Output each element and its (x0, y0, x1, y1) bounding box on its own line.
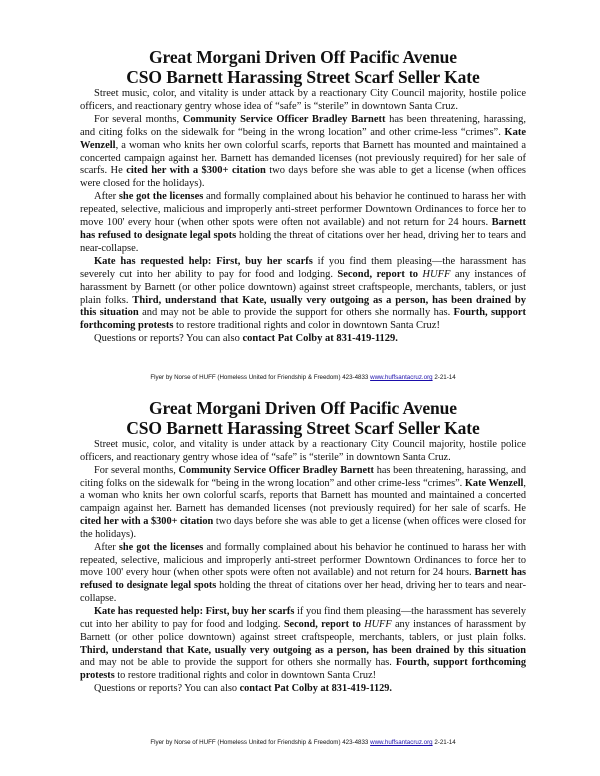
title-line-1: Great Morgani Driven Off Pacific Avenue (149, 398, 457, 418)
text-run: and may not be able to provide the support for others she normally has. (138, 307, 454, 319)
text-run: any instances of harassment by Barnett (or other police downtown) against street craftspeople, merchants, tablers, or just plain folks. (80, 268, 526, 306)
italic-huff: HUFF (422, 268, 451, 280)
flyer-body (80, 88, 526, 346)
flyer-bottom (80, 398, 526, 746)
text-run: to restore traditional rights and color in downtown Santa Cruz! (173, 320, 440, 332)
text-run: After (94, 191, 119, 203)
bold-refused: refused to designate legal spots (80, 580, 217, 592)
text-run: , a woman who knits her own colorful scarfs, reports that Barnett has mounted and maintained a concerted campaign against her. Barnett has demanded licenses (not previously required) for her sale of scarfs. He (80, 477, 526, 515)
text-run: two days before she was able to get a license (when offices were closed for the holidays). (80, 516, 526, 540)
text-run: , a woman who knits her own colorful scarfs, reports that Barnett has mounted and maintained a concerted campaign against her. Barnett has demanded licenses (not previously required) for her sale of scarfs. He (80, 139, 526, 177)
footer-date: 2-21-14 (432, 374, 456, 381)
bold-officer-name: Community Service Officer Bradley Barnett (182, 113, 386, 125)
footer-text: Flyer by Norse of HUFF (Homeless United for Friendship & Freedom) 423-4833 (150, 374, 371, 381)
bold-fourth: Fourth, support forthcoming protests (80, 307, 526, 332)
bold-third: Third, understand that Kate, usually very outgoing as a person, has been drained by this situation (80, 294, 526, 319)
text-run: if you find them pleasing—the harassment has severely cut into her ability to pay for food and lodging. (80, 255, 526, 280)
bold-licenses: she got the licenses (118, 541, 204, 553)
footer-text: Flyer by Norse of HUFF (Homeless United for Friendship & Freedom) 423-4833 (150, 739, 371, 746)
title-line-2: CSO Barnett Harassing Street Scarf Seller Kate (126, 67, 480, 87)
paragraph-barnett (80, 465, 526, 542)
text-run: Questions or reports? You can also (94, 683, 240, 695)
bold-refused: refused to designate legal spots (97, 229, 237, 241)
bold-officer-name: Community Service Officer Bradley Barnett (178, 464, 374, 476)
flyer-body (80, 439, 526, 696)
text-run: and may not be able to provide the support for others she normally has. (80, 657, 396, 669)
text-run: Questions or reports? You can also (94, 333, 243, 345)
bold-licenses: she got the licenses (118, 191, 204, 203)
title-line-2: CSO Barnett Harassing Street Scarf Seller Kate (126, 418, 480, 438)
bold-citation: cited her with a $300+ citation (80, 516, 214, 528)
bold-citation: cited her with a $300+ citation (126, 165, 266, 177)
paragraph-barnett (80, 114, 526, 191)
bold-third: Third, understand that Kate, usually very outgoing as a person, has been drained by this situation (80, 644, 526, 656)
text-run: After (94, 541, 119, 553)
paragraph-intro-text: Street music, color, and vitality is under attack by a reactionary City Council majority, hostile police officers, and reactionary gentry whose idea of “safe” is “sterile” in downtown Santa Cruz. (80, 88, 526, 112)
text-run: any instances of harassment by Barnett (or other police downtown) against street craftspeople, merchants, tablers, or just plain folks. (80, 618, 526, 643)
bold-fourth: Fourth, support forthcoming protests (80, 657, 526, 682)
paragraph-contact (80, 683, 526, 696)
paragraph-licenses (80, 191, 526, 256)
flyer-title (80, 47, 526, 87)
paragraph-help (80, 256, 526, 333)
website-link[interactable]: www.huffsantacruz.org (370, 374, 433, 381)
paragraph-help (80, 606, 526, 683)
text-run: holding the threat of citations over her head, driving her to tears and near-collapse. (80, 229, 526, 254)
bold-barnett: Barnett has (474, 567, 526, 579)
paragraph-intro (80, 439, 526, 465)
text-run: For several months, (94, 464, 179, 476)
paragraph-intro-text: Street music, color, and vitality is under attack by a reactionary City Council majority, hostile police officers, and reactionary gentry whose idea of “safe” is “sterile” in downtown Santa Cruz. (80, 439, 526, 463)
paragraph-contact (80, 333, 526, 346)
website-link[interactable]: www.huffsantacruz.org (370, 739, 433, 746)
text-run: has been threatening, harassing, and citing folks on the sidewalk for “being in the wrong location” and other crime-less “crimes”. (80, 113, 526, 138)
text-run: two days before she was able to get a license (when offices were closed for the holidays). (80, 165, 526, 190)
title-line-1: Great Morgani Driven Off Pacific Avenue (149, 47, 457, 67)
text-run: holding the threat of citations over her head, driving her to tears and near-collapse. (80, 580, 526, 605)
bold-help: Kate has requested help: First, buy her scarfs (94, 255, 313, 267)
text-run: and formally complained about his behavior he continued to harass her with repeated, selective, malicious and improperly anti-street performer Downtown Ordinances to force her to move 100' every hour (when other spots were often not available) and not return for 24 hours. (80, 541, 526, 579)
paragraph-licenses (80, 542, 526, 606)
text-run: has been threatening, harassing, and citing folks on the sidewalk for “being in the wrong location” and other crime-less “crimes”. (80, 464, 526, 489)
footer-date: 2-21-14 (432, 739, 456, 746)
text-run: and formally complained about his behavior he continued to harass her with repeated, selective, malicious and improperly anti-street performer Downtown Ordinances to force her to move 100' every hour (when other spots were often not available) and not return for 24 hours. (80, 191, 526, 229)
bold-barnett: Barnett has (80, 217, 526, 241)
paragraph-intro (80, 88, 526, 114)
bold-kate-name: Kate Wenzell (464, 477, 524, 489)
bold-kate-name: Kate Wenzell (80, 126, 526, 151)
bold-contact: contact Pat Colby at 831-419-1129. (239, 683, 393, 695)
flyer-footer (80, 739, 526, 746)
italic-huff: HUFF (364, 618, 392, 630)
text-run: For several months, (94, 113, 183, 125)
bold-report: Second, report to (337, 268, 423, 280)
bold-contact: contact Pat Colby at 831-419-1129. (242, 333, 398, 345)
text-run: to restore traditional rights and color in downtown Santa Cruz! (114, 670, 377, 682)
bold-help: Kate has requested help: First, buy her scarfs (94, 605, 295, 617)
text-run: if you find them pleasing—the harassment has severely cut into her ability to pay for food and lodging. (80, 605, 526, 630)
bold-report: Second, report to (283, 618, 365, 630)
flyer-top (80, 47, 526, 381)
flyer-footer (80, 374, 526, 381)
flyer-title (80, 398, 526, 438)
